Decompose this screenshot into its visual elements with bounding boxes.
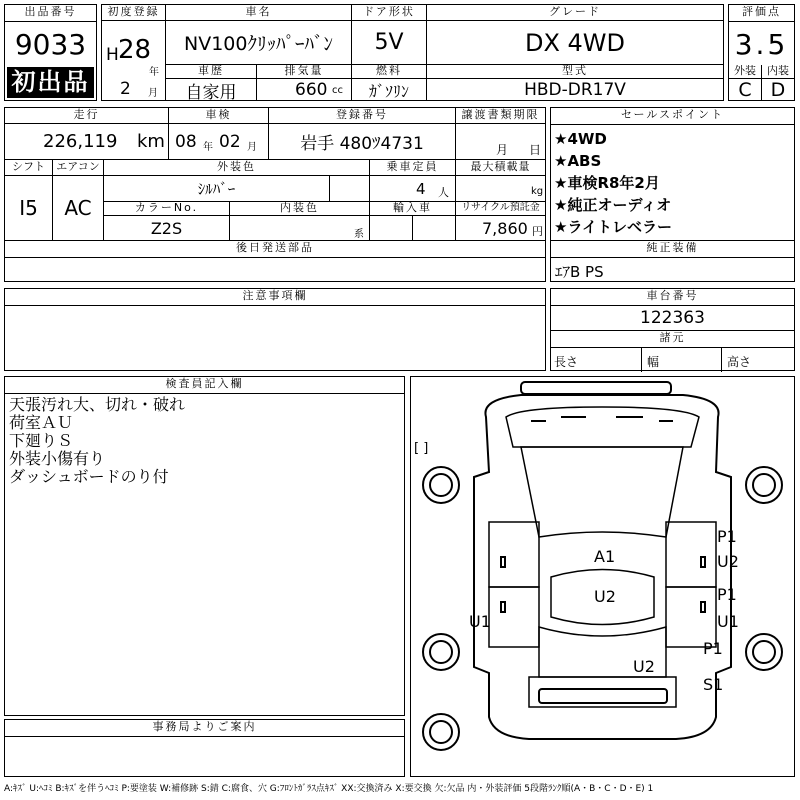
- lot-number-label: 出品番号: [5, 5, 96, 22]
- mark-u2-right: U2: [717, 552, 739, 571]
- grade: DX 4WD: [427, 21, 723, 65]
- import-cell-a: [370, 216, 413, 240]
- air-conditioner: AC: [53, 176, 104, 240]
- sales-point-item: ★車検R8年2月: [554, 174, 660, 192]
- sales-point-item: ★4WD: [554, 130, 607, 148]
- int-color-cell: [230, 216, 370, 240]
- load-unit: kg: [531, 186, 544, 197]
- car-name-label: 車名: [166, 5, 352, 21]
- lot-number: 9033: [14, 27, 87, 61]
- first-reg-label: 初度登録: [102, 5, 166, 21]
- mark-a1: A1: [594, 547, 616, 566]
- inspection-year: 08: [175, 132, 197, 152]
- displacement-unit: cc: [332, 85, 343, 96]
- history: 自家用: [166, 79, 257, 101]
- import-label: 輸入車: [370, 202, 456, 216]
- reg-no-label: 登録番号: [269, 108, 456, 124]
- first-reg-year-cell: [102, 21, 166, 101]
- equipment-value: ｴｱB PS: [555, 263, 604, 281]
- inspection-cell: [169, 124, 269, 160]
- vehicle-header-grid: [101, 4, 724, 101]
- inspection-year-unit: 年: [203, 142, 213, 153]
- month-unit: 月: [148, 88, 158, 99]
- grade-label: グレード: [427, 5, 723, 21]
- inspector-label: 検査員記入欄: [5, 377, 404, 394]
- fuel-label: 燃料: [352, 65, 427, 79]
- inspector-box: [4, 376, 405, 716]
- shift-label: シフト: [5, 160, 53, 176]
- exterior-label: 外装: [729, 65, 762, 79]
- sales-points-label: セールスポイント: [551, 108, 794, 125]
- later-parts-label: 後日発送部品: [5, 241, 545, 258]
- sales-point-item: ★ライトレベラー: [554, 218, 672, 236]
- recycle-fee: 7,860: [482, 219, 528, 238]
- mark-u1-right: U1: [717, 612, 739, 631]
- color-no-label: カラーNo.: [104, 202, 230, 216]
- capacity: 4: [416, 180, 426, 198]
- year-unit: 年: [149, 67, 159, 78]
- bracket-left: [ ]: [414, 441, 429, 456]
- inspector-notes: [5, 394, 404, 486]
- office-box: [4, 719, 405, 777]
- model-label: 型式: [427, 65, 723, 79]
- int-color-label: 内装色: [230, 202, 370, 216]
- load-cell: [456, 176, 545, 202]
- load-label: 最大積載量: [456, 160, 545, 176]
- recycle-cell: [456, 216, 545, 240]
- equipment-box: [550, 241, 795, 282]
- inspector-line: 下廻りＳ: [9, 431, 74, 450]
- capacity-unit: 人: [438, 186, 449, 199]
- sales-points-box: [550, 107, 795, 241]
- mark-u2-rear: U2: [633, 657, 655, 676]
- inspection-label: 車検: [169, 108, 269, 124]
- inspector-line: 天張汚れ大、切れ・破れ: [9, 395, 186, 414]
- legend: A:ｷｽﾞ U:ﾍｺﾐ B:ｷｽﾞを伴うﾍｺﾐ P:要塗装 W:補修跡 S:錆 C:腐食、穴 G:ﾌﾛﾝﾄｶﾞﾗｽ点ｷｽﾞ XX:交換済み X:要交換 欠:欠品 内・外装評価 5段階ﾗﾝｸ順(A・B・C・D・E) 1: [4, 784, 654, 794]
- inspection-month-unit: 月: [247, 142, 257, 153]
- door-type: 5V: [352, 21, 427, 65]
- sales-point-item: ★純正オーディオ: [554, 196, 672, 214]
- dims-label: 諸元: [551, 331, 794, 348]
- interior-label: 内装: [762, 65, 794, 79]
- door-label: ドア形状: [352, 5, 427, 21]
- height-label: 高さ: [727, 355, 752, 369]
- interior-score: D: [770, 79, 786, 100]
- first-reg-year: 28: [118, 35, 152, 65]
- office-label: 事務局よりご案内: [5, 720, 404, 737]
- transfer-month-unit: 月: [496, 143, 509, 157]
- chassis-number: 122363: [551, 306, 794, 331]
- inspection-month: 02: [219, 132, 241, 152]
- mark-s1: S1: [703, 675, 724, 694]
- details-grid: [4, 107, 546, 241]
- mark-p1-b: P1: [717, 585, 737, 604]
- mark-p1-c: P1: [703, 639, 723, 658]
- mark-u2-center: U2: [594, 587, 616, 606]
- recycle-unit: 円: [532, 225, 543, 238]
- color-number: Z2S: [104, 216, 230, 240]
- exterior-score: C: [729, 79, 762, 100]
- score-block: [728, 4, 795, 101]
- capacity-label: 乗車定員: [370, 160, 456, 176]
- later-parts-box: [4, 241, 546, 282]
- score-label: 評価点: [729, 5, 794, 22]
- width-label: 幅: [647, 355, 660, 369]
- inspector-line: ダッシュボードのり付: [9, 467, 169, 486]
- ac-label: エアコン: [53, 160, 104, 176]
- sales-point-item: ★ABS: [554, 152, 602, 170]
- car-name: NV100ｸﾘｯﾊﾟｰﾊﾞﾝ: [166, 21, 352, 65]
- ext-color: ｼﾙﾊﾞｰ: [104, 176, 330, 202]
- chassis-box: [550, 288, 795, 371]
- mark-u1-left: U1: [469, 612, 491, 631]
- lot-number-block: [4, 4, 97, 101]
- transfer-day-unit: 日: [529, 143, 542, 157]
- capacity-cell: [370, 176, 456, 202]
- chassis-label: 車台番号: [551, 289, 794, 306]
- inspector-line: 荷室ＡＵ: [9, 413, 74, 432]
- length-label: 長さ: [554, 355, 579, 369]
- notes-box: [4, 288, 546, 371]
- mark-p1-a: P1: [717, 527, 737, 546]
- registration-number: 岩手 480ﾂ4731: [269, 124, 456, 160]
- first-listing-badge: 初出品: [7, 67, 94, 98]
- dims-row: [551, 348, 794, 372]
- displacement: 660: [295, 80, 328, 100]
- shift: I5: [5, 176, 53, 240]
- mileage: 226,119: [43, 131, 118, 152]
- equipment-label: 純正装備: [551, 241, 794, 258]
- displacement-label: 排気量: [257, 65, 352, 79]
- first-reg-month: 2: [120, 79, 131, 99]
- mileage-unit: km: [137, 131, 165, 152]
- recycle-label: リサイクル預託金: [456, 202, 545, 216]
- vehicle-outline: [411, 377, 794, 776]
- transfer-label: 譲渡書類期限: [456, 108, 545, 124]
- damage-diagram: [410, 376, 795, 777]
- transfer-cell: [456, 124, 545, 160]
- import-cell-b: [413, 216, 456, 240]
- mileage-cell: [5, 124, 169, 160]
- model: HBD-DR17V: [524, 80, 626, 100]
- mileage-label: 走行: [5, 108, 169, 124]
- ext-color-extra: [330, 176, 370, 202]
- ext-color-label: 外装色: [104, 160, 370, 176]
- inspector-line: 外装小傷有り: [9, 449, 106, 468]
- fuel: ｶﾞｿﾘﾝ: [352, 79, 427, 101]
- notes-label: 注意事項欄: [5, 289, 545, 306]
- history-label: 車歴: [166, 65, 257, 79]
- era: H: [106, 45, 119, 65]
- score: 3.5: [734, 27, 789, 61]
- int-color-unit: 系: [354, 229, 364, 240]
- sales-points-list: [551, 125, 794, 238]
- displacement-cell: [257, 79, 352, 101]
